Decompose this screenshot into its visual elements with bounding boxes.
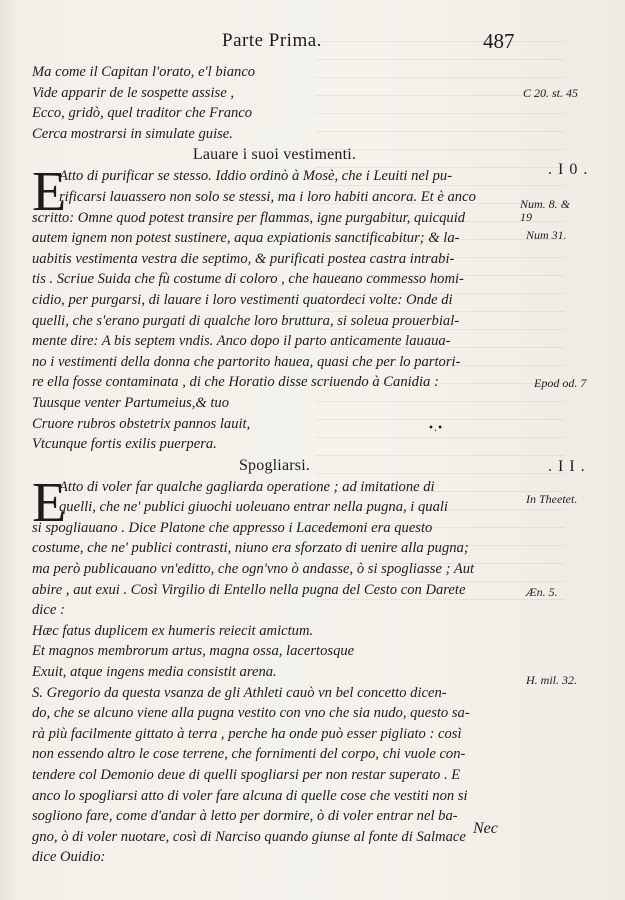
text-line: anco lo spogliarsi atto di voler fare alcuna di quelle cose che vestiti non si — [32, 787, 468, 804]
section-heading-text: Lauare i suoi vestimenti. — [192, 146, 357, 164]
text-line: mente dire: A bis septem vndis. Anco dopo il parto anticamente lauaua- — [32, 333, 451, 350]
margin-note: 19 — [520, 210, 532, 224]
catchword: Nec — [473, 820, 498, 837]
margin-notes — [520, 60, 625, 860]
verse-line: Vtcunque fortis exilis puerpera. — [32, 436, 217, 453]
text-line: Atto di voler far qualche gagliarda operatione ; ad imitatione di — [59, 478, 435, 495]
margin-note: Num. 8. & — [520, 197, 571, 211]
margin-note: Æn. 5. — [526, 585, 558, 599]
text-line: scritto: Omne quod potest transire per flammas, igne purgabitur, quicquid — [32, 209, 466, 226]
text-line: rificarsi lauassero non solo se stessi, ma i loro habiti ancora. Et è anco — [59, 188, 476, 205]
margin-note: Epod od. 7 — [534, 376, 587, 390]
verse-line: Tuusque venter Partumeius,& tuo — [32, 394, 230, 411]
section-heading — [32, 144, 517, 166]
verse-line: Cruore rubros obstetrix pannos lauit, — [32, 415, 251, 432]
verse-line: Exuit, atque ingens media consistit arena. — [32, 664, 277, 681]
quoted-verses — [32, 621, 517, 683]
section-body — [32, 471, 517, 621]
page-number: 487 — [483, 29, 515, 53]
text-line: quelli, che s'erano purgati di qualche loro bruttura, si soleua prouerbial- — [32, 312, 460, 329]
ornament: •.• — [428, 423, 443, 434]
drop-cap: E — [32, 471, 67, 534]
text-line: tis . Scriue Suida che fù costume di coloro , che haueano commesso homi- — [32, 271, 464, 288]
text-line: abire , aut exui . Così Virgilio di Entello nella pugna del Cesto con Darete — [32, 581, 466, 598]
margin-note: Num 31. — [526, 228, 567, 242]
drop-cap: E — [32, 161, 67, 224]
text-line: uabitis vestimenta vestra die septimo, & purificati postea castra intrabi- — [32, 250, 455, 267]
text-line: no i vestimenti della donna che partorito hauea, quasi che per lo partori- — [32, 353, 461, 370]
text-line: S. Gregorio da questa vsanza de gli Athleti cauò vn bel concetto dicen- — [32, 684, 447, 701]
text-line: autem ignem non potest sustinere, aqua expiationis sanctificabitur; & la- — [32, 230, 460, 247]
text-line: tendere col Demonio deue di quelli spogliarsi per non restar superato . E — [32, 767, 461, 783]
margin-note: C 20. st. 45 — [523, 86, 579, 100]
text-line: gno, ò di voler nuotare, così di Narciso quando giunse al fonte di Salmace — [32, 828, 466, 845]
verse-line: Hæc fatus duplicem ex humeris reiecit amictum. — [32, 622, 314, 639]
page-header — [0, 30, 625, 60]
text-line: re ella fosse contaminata , di che Horatio disse scriuendo à Canidia : — [32, 374, 439, 391]
main-text — [32, 62, 517, 868]
running-head: Parte Prima. — [222, 30, 322, 51]
text-line: sogliono fare, come d'andar à letto per dormire, ò di voler entrar nel ba- — [32, 808, 458, 825]
opening-verses — [32, 62, 517, 144]
section-heading-text: Spogliarsi. — [238, 456, 311, 474]
margin-number: . I I . — [548, 458, 586, 475]
text-line: non essendo altro le cose terrene, che fornimenti del corpo, chi vuole con- — [32, 746, 466, 763]
margin-note: H. mil. 32. — [526, 673, 577, 687]
verse-line: Et magnos membrorum artus, magna ossa, lacertosque — [32, 643, 355, 660]
verse-line: Cerca mostrarsi in simulate guise. — [32, 125, 233, 142]
quoted-verses — [32, 393, 517, 455]
text-line: do, che se alcuno viene alla pugna vestito con vno che sia nudo, questo sa- — [32, 705, 470, 722]
section-body — [32, 161, 517, 393]
continuation-text — [32, 683, 517, 868]
text-line: costume, che ne' publici contrasti, niuno era sforzato di uenire alla pugna; — [32, 540, 469, 557]
text-line: si spogliauano . Dice Platone che appresso i Lacedemoni era questo — [32, 519, 433, 536]
text-line: dice : — [32, 602, 65, 619]
text-line: quelli, che ne' publici giuochi uoleuano entrar nella pugna, i quali — [59, 499, 448, 516]
text-line: dice Ouidio: — [32, 849, 106, 866]
verse-line: Vide apparir de le sospette assise , — [32, 84, 234, 101]
text-line: cidio, per purgarsi, di lauare i loro vestimenti quatordeci volte: Onde di — [32, 291, 453, 308]
text-line: rà più facilmente gittato à terra , perche ha onde può esser pigliato : così — [32, 725, 462, 742]
margin-number: . I 0 . — [548, 161, 589, 178]
section-heading — [32, 455, 517, 477]
text-line: ma però publicauano vn'editto, che ogn'vno ò andasse, ò si spogliasse ; Aut — [32, 561, 475, 578]
text-line: Atto di purificar se stesso. Iddio ordinò à Mosè, che i Leuiti nel pu- — [59, 168, 453, 185]
margin-note: In Theetet. — [526, 492, 578, 506]
verse-line: Ma come il Capitan l'orato, e'l bianco — [32, 64, 256, 80]
verse-line: Ecco, gridò, quel traditor che Franco — [32, 105, 253, 122]
